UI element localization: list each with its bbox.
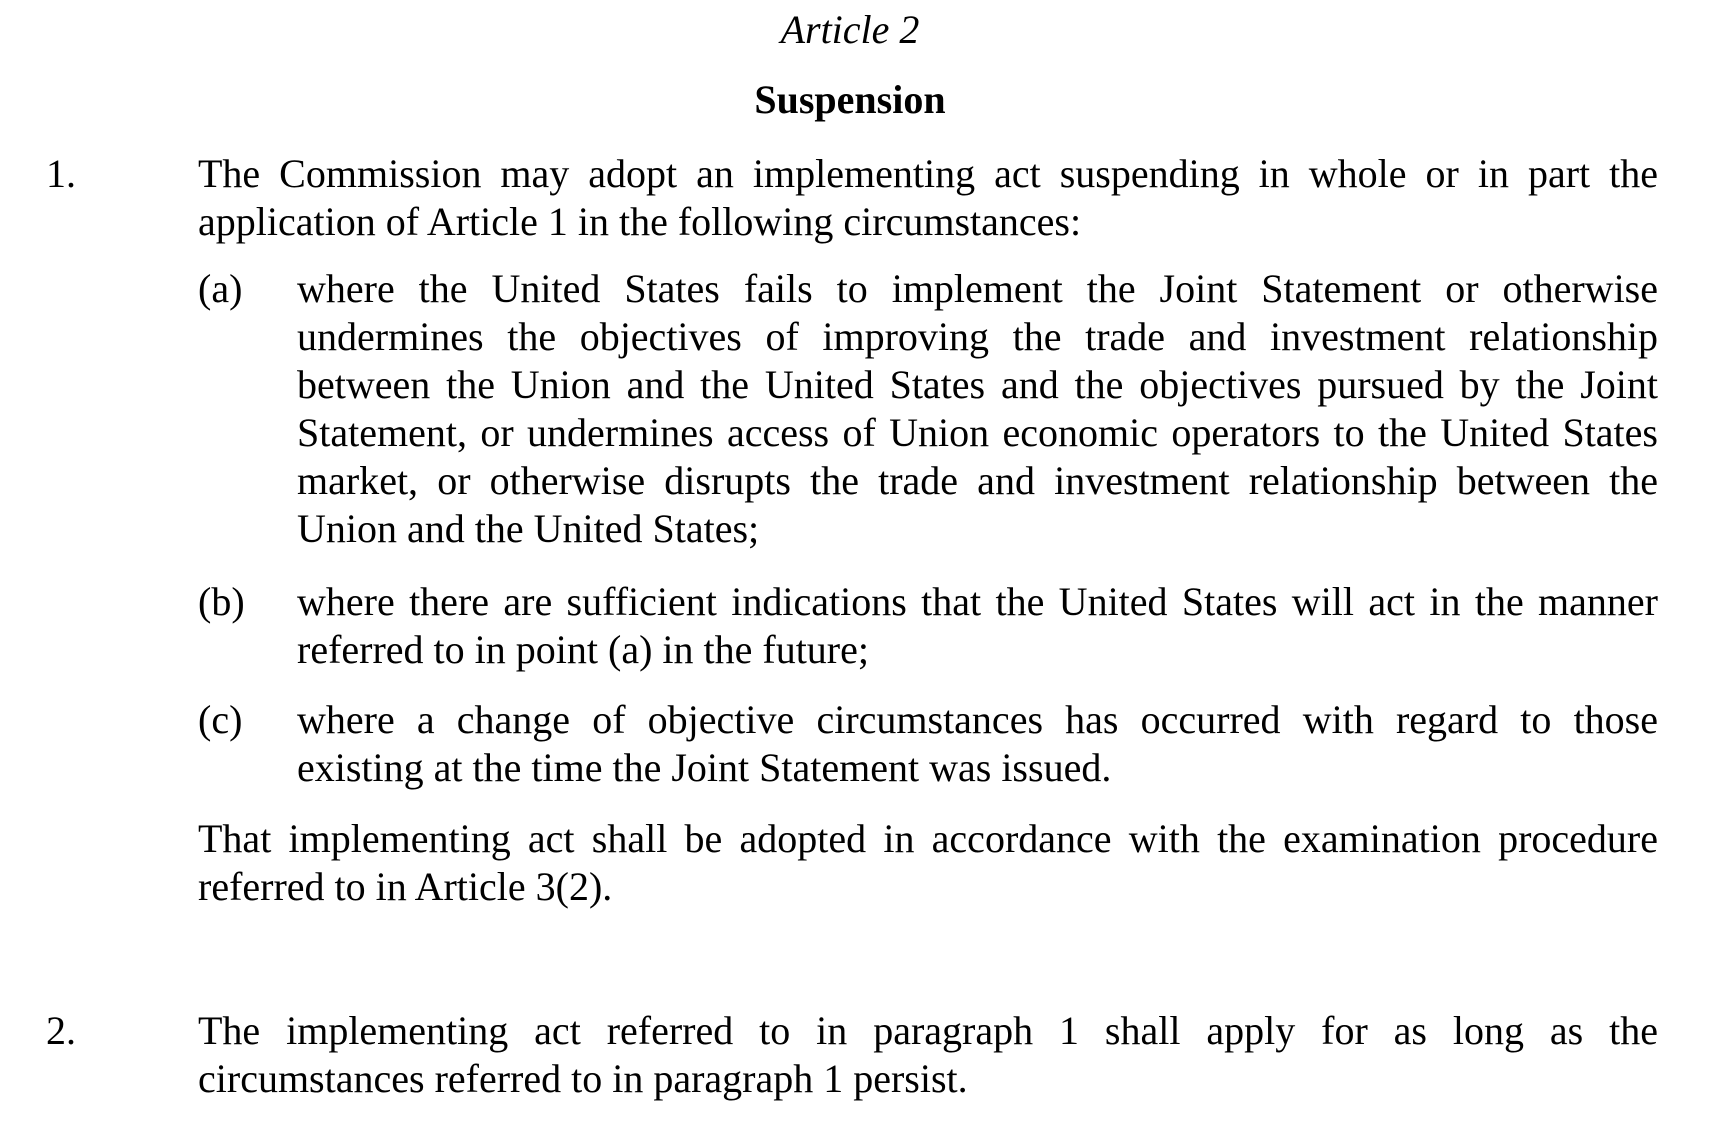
point-text: where there are sufficient indications that the United States will act in the manner referred to in point (a) in the future; — [297, 579, 1658, 672]
paragraph-intro: The Commission may adopt an implementing act suspending in whole or in part the application of Article 1 in the following circumstances: — [198, 151, 1658, 244]
article-title: Suspension — [754, 77, 946, 122]
paragraph-number: 2. — [46, 1008, 76, 1053]
paragraph-number: 1. — [46, 151, 76, 196]
point-text: where the United States fails to implement the Joint Statement or otherwise undermines the objectives of improving the trade and investment relationship between the Union and the United States and the objectives pursued by the Joint Statement, or undermines access of Union economic operators to the United States market, or otherwise disrupts the trade and investment relationship between the Union and the United States; — [297, 266, 1658, 551]
point-text: where a change of objective circumstances has occurred with regard to those existing at the time the Joint Statement was issued. — [297, 697, 1658, 790]
article-number: Article 2 — [780, 7, 920, 52]
paragraph-text: The implementing act referred to in paragraph 1 shall apply for as long as the circumstances referred to in paragraph 1 persist. — [198, 1008, 1658, 1101]
point-label: (a) — [198, 266, 243, 311]
paragraph-closing: That implementing act shall be adopted in accordance with the examination procedure referred to in Article 3(2). — [198, 816, 1658, 909]
point-label: (b) — [198, 579, 245, 624]
point-label: (c) — [198, 697, 243, 742]
